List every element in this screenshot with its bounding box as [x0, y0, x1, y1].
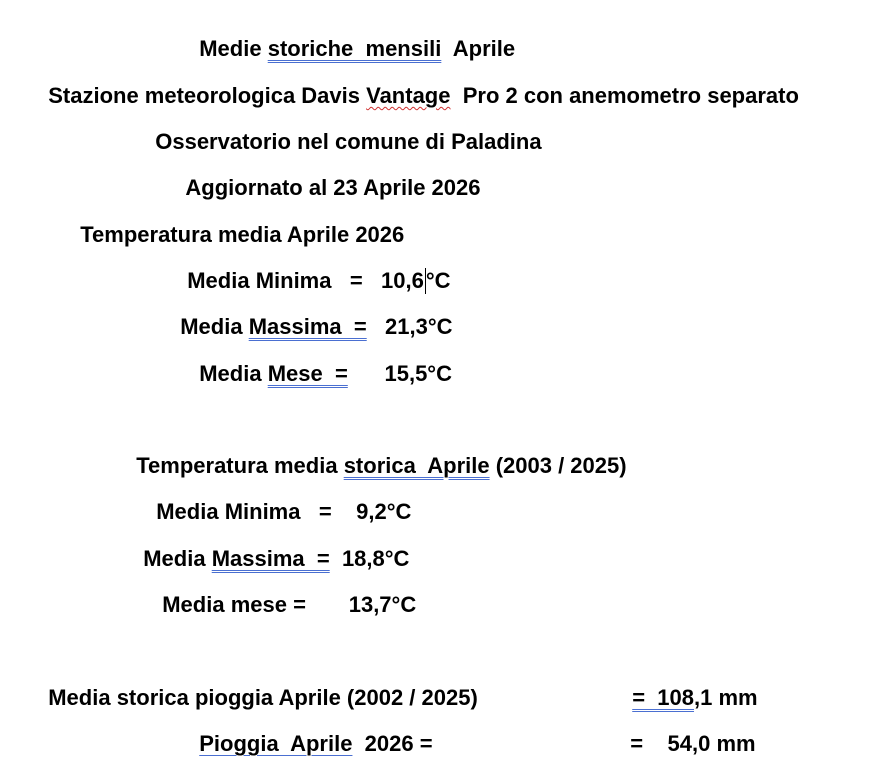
station-line	[36, 57, 799, 108]
current-max-label-b: Massima =	[248, 314, 367, 339]
title-part-3: Aprile	[441, 36, 516, 61]
current-max-label-a: Media	[180, 314, 249, 339]
rain-current-label-b: 2026 =	[352, 731, 433, 756]
historical-heading-a: Temperatura media	[136, 453, 344, 478]
current-min-value: 10,6	[381, 268, 424, 293]
historical-heading	[124, 427, 627, 478]
current-min-label: Media Minima =	[187, 268, 382, 293]
historical-month-value: 13,7°C	[348, 592, 417, 617]
current-heading-text: Temperatura media Aprile 2026	[80, 222, 405, 247]
station-part-2: Vantage	[366, 83, 451, 108]
current-month-label-b: Mese =	[267, 361, 348, 386]
updated-text: Aggiornato al 23 Aprile 2026	[185, 175, 481, 200]
station-part-1: Stazione meteorologica Davis	[48, 83, 367, 108]
current-min-unit: °C	[425, 268, 451, 293]
rain-historical-value-row	[620, 659, 758, 710]
rain-current-value: = 54,0 mm	[630, 731, 756, 756]
historical-heading-b: storica Aprile	[343, 453, 490, 478]
rain-current-label-a: Pioggia Aprile	[199, 731, 353, 756]
current-min-row	[175, 242, 451, 293]
rain-historical-eq: = 108	[632, 685, 695, 710]
historical-min-label: Media Minima =	[156, 499, 357, 524]
updated-line	[174, 149, 481, 200]
historical-max-label-a: Media	[143, 546, 212, 571]
historical-month-row	[150, 566, 417, 617]
current-max-value: 21,3°C	[366, 314, 453, 339]
title-part-1: Medie	[199, 36, 268, 61]
current-month-label-a: Media	[199, 361, 268, 386]
historical-month-label: Media mese =	[162, 592, 349, 617]
historical-max-row	[131, 520, 410, 571]
page-title	[187, 10, 516, 61]
historical-max-value: 18,8°C	[329, 546, 410, 571]
historical-heading-c: (2003 / 2025)	[489, 453, 627, 478]
current-heading	[68, 196, 405, 247]
observatory-text: Osservatorio nel comune di Paladina	[155, 129, 542, 154]
station-part-3: Pro 2 con anemometro separato	[450, 83, 799, 108]
historical-min-value: 9,2°C	[356, 499, 412, 524]
current-month-row	[187, 335, 452, 386]
current-max-row	[168, 288, 453, 339]
rain-current-value-row	[618, 705, 756, 756]
historical-min-row	[144, 473, 412, 524]
rain-historical-label-text: Media storica pioggia Aprile (2002 / 2025)	[48, 685, 478, 710]
rain-current-label	[187, 705, 433, 756]
title-part-2: storiche mensili	[267, 36, 442, 61]
rain-historical-label	[36, 659, 478, 710]
current-month-value: 15,5°C	[347, 361, 452, 386]
rain-historical-value: ,1 mm	[694, 685, 758, 710]
observatory-line	[143, 103, 542, 154]
historical-max-label-b: Massima =	[211, 546, 330, 571]
